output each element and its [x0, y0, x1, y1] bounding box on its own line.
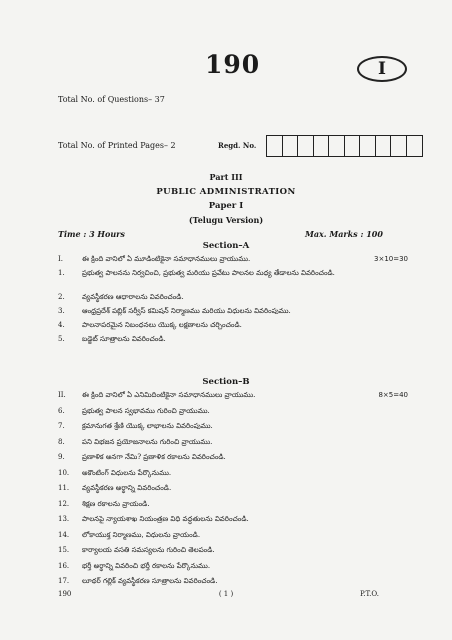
question-number: 2. — [58, 293, 65, 301]
footer-code: 190 — [58, 590, 72, 598]
question-text: ప్రభుత్వ పాలన స్వభావము గురించి వ్రాయుము. — [82, 406, 210, 415]
question-number: 4. — [58, 321, 65, 329]
question-score: 3×10=30 — [374, 255, 408, 263]
question-text: లోకాయుక్త నిర్మాణము, విధులను వ్రాయండి. — [82, 530, 201, 539]
question-number: 16. — [58, 561, 70, 570]
question-text: ఈ క్రింది వానిలో ఏ మూడింటికైనా సమాధానములు వ్రాయుము. — [82, 255, 251, 263]
page-number: ( 1 ) — [218, 590, 234, 598]
question-text: క్రమానుగత శ్రేణి యొక్క లాభాలను వివరింపుము. — [82, 422, 213, 430]
question-number: 17. — [58, 577, 70, 585]
question-number: II. — [58, 391, 66, 399]
question-text: ప్రణాళిక అనగా నేమి? ప్రణాళిక రకాలను వివరించండి. — [82, 453, 226, 461]
subject-title: PUBLIC ADMINISTRATION — [156, 187, 296, 197]
question-text: ఆంధ్రప్రదేశ్ పబ్లిక్ సర్వీస్ కమిషన్ నిర్మాణము మరియు విధులను వివరింపుము. — [82, 307, 291, 315]
regd-number-boxes — [266, 135, 423, 157]
question-text: వ్యవస్థీకరణ ఆధారాలను వివరించండి. — [82, 293, 184, 301]
question-number: 11. — [58, 484, 70, 492]
question-text: పాలనాపరమైన నిబంధనలు యొక్క లక్షణాలను చర్చించండి. — [82, 321, 242, 329]
regd-label: Regd. No. — [218, 141, 257, 150]
question-number: I. — [58, 255, 63, 263]
paper-symbol-badge: I — [357, 56, 407, 82]
part-title: Part III — [209, 172, 243, 182]
total-questions: Total No. of Questions– 37 — [58, 95, 165, 104]
version-title: (Telugu Version) — [188, 215, 264, 225]
paper-code: 190 — [205, 50, 261, 79]
question-number: 13. — [58, 515, 70, 523]
pto-label: P.T.O. — [360, 590, 379, 598]
question-number: 5. — [58, 335, 65, 343]
question-number: 8. — [58, 437, 65, 446]
max-marks-label: Max. Marks : 100 — [305, 229, 383, 239]
question-number: 10. — [58, 468, 70, 477]
question-number: 12. — [58, 499, 70, 508]
question-number: 3. — [58, 307, 65, 315]
question-text: ప్రభుత్వ పాలనను నిర్వచించి, ప్రభుత్వ మరియు ప్రవేటు పాలనల మధ్య తేడాలను వివరించండి. — [82, 269, 335, 277]
question-text: శిక్షణ రకాలను వ్రాయండి. — [82, 499, 150, 508]
paper-title: Paper I — [208, 201, 244, 211]
question-text: కార్యాలయ వసతి సమస్యలను గురించి తెలపండి. — [82, 546, 215, 554]
question-number: 1. — [58, 269, 65, 277]
section-b-title: Section–B — [202, 377, 250, 387]
total-pages: Total No. of Printed Pages– 2 — [58, 141, 176, 150]
question-text: ఈ క్రింది వానిలో ఏ ఎనిమిదింటికైనా సమాధానములు వ్రాయుము. — [82, 391, 256, 399]
question-number: 7. — [58, 422, 65, 430]
question-score: 8×5=40 — [378, 391, 408, 399]
question-text: అకౌంటింగ్ విధులను పేర్కొనుము. — [82, 468, 172, 477]
question-number: 14. — [58, 530, 70, 539]
section-a-title: Section–A — [202, 241, 250, 251]
question-number: 6. — [58, 406, 65, 415]
question-text: బడ్జెట్ సూత్రాలను వివరించండి. — [82, 335, 166, 343]
question-text: పని విభజన ప్రయోజనాలను గురించి వ్రాయుము. — [82, 437, 213, 446]
question-text: లూథర్ గల్లిక్ వ్యవస్థీకరణ సూత్రాలను వివరించండి. — [82, 577, 218, 585]
question-number: 9. — [58, 453, 65, 461]
question-number: 15. — [58, 546, 70, 554]
question-text: వ్యవస్థీకరణ అర్థాన్ని వివరించండి. — [82, 484, 172, 492]
question-text: పాలనపై న్యాయశాఖ నియంత్రణ విధి వద్ధతులను వివరించండి. — [82, 515, 249, 523]
question-text: భర్తీ అర్థాన్ని వివరించి భర్తీ రకాలను పేర్కొనుము. — [82, 561, 211, 570]
time-label: Time : 3 Hours — [58, 229, 125, 239]
